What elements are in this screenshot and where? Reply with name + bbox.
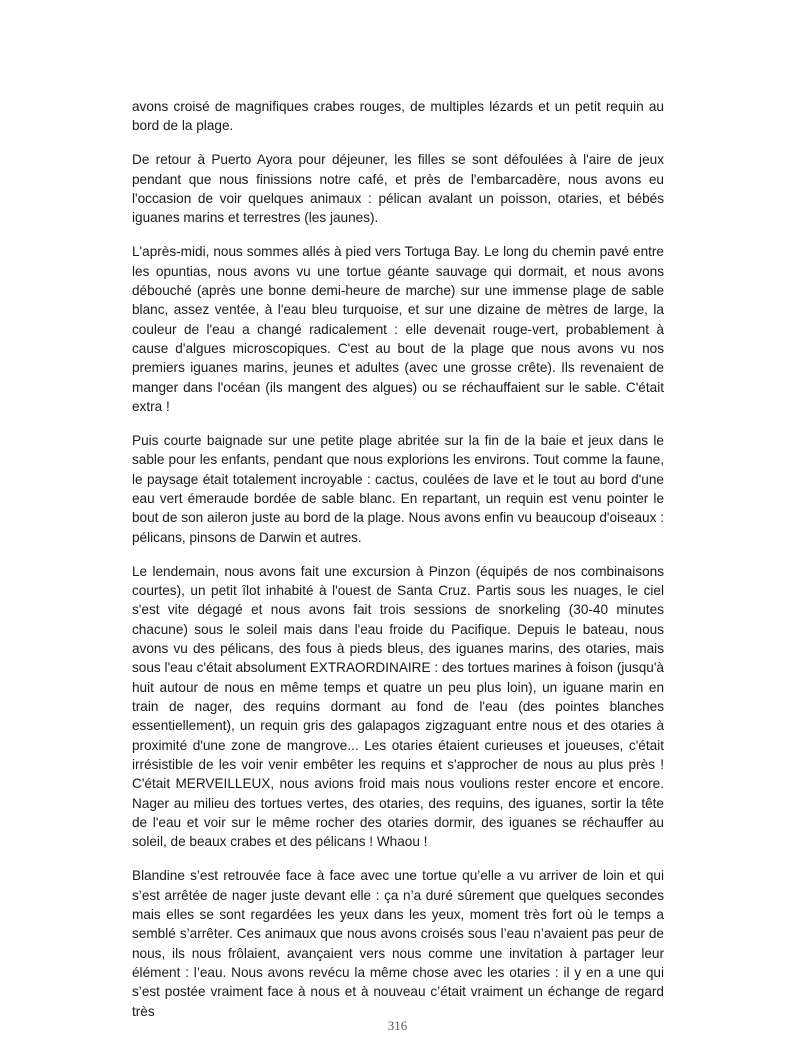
paragraph-6: Blandine s’est retrouvée face à face avec une tortue qu’elle a vu arriver de loin et qui s’est arrêtée de nager juste devant elle : ça n’a duré sûrement que quelques secondes mais elles se sont regardées les yeux dans les yeux, moment très fort où le temps a semblé s’arrêter. Ces animaux que nous avons croisés sous l’eau n’avaient pas peur de nous, ils nous frôlaient, avançaient vers nous comme une invitation à partager leur élément : l’eau. Nous avons revécu la même chose avec les otaries : il y en a une qui s’est postée vraiment face à nous et à nouveau c’était vraiment un échange de regard très	[132, 868, 664, 1019]
page-number: 316	[387, 1018, 408, 1033]
paragraph-3: L'après-midi, nous sommes allés à pied vers Tortuga Bay. Le long du chemin pavé entre les opuntias, nous avons vu une tortue géante sauvage qui dormait, et nous avons débouché (après une bonne demi-heure de marche) sur une immense plage de sable blanc, assez ventée, à l'eau bleu turquoise, et sur une dizaine de mètres de large, la couleur de l'eau a changé radicalement : elle devenait rouge-vert, probablement à cause d'algues microscopiques. C'est au bout de la plage que nous avons vu nos premiers iguanes marins, jeunes et adultes (avec une grosse crête). Ils revenaient de manger dans l'océan (ils mangent des algues) ou se réchauffaient sur le sable. C'était extra !	[132, 244, 664, 414]
paragraph-5: Le lendemain, nous avons fait une excursion à Pinzon (équipés de nos combinaisons courtes), un petit îlot inhabité à l'ouest de Santa Cruz. Partis sous les nuages, le ciel s'est vite dégagé et nous avons fait trois sessions de snorkeling (30-40 minutes chacune) sous le soleil mais dans l'eau froide du Pacifique. Depuis le bateau, nous avons vu des pélicans, des fous à pieds bleus, des iguanes marins, des otaries, mais sous l'eau c'était absolument EXTRAORDINAIRE : des tortues marines à foison (jusqu'à huit autour de nous en même temps et quatre un peu plus loin), un iguane marin en train de nager, des requins dormant au fond de l'eau (des pointes blanches essentiellement), un requin gris des galapagos zigzaguant entre nous et des otaries à proximité d'une zone de mangrove... Les otaries étaient curieuses et joueuses, c'était irrésistible de les voir venir embêter les requins et s'approcher de nous au plus près ! C'était MERVEILLEUX, nous avions froid mais nous voulions rester encore et encore. Nager au milieu des tortues vertes, des otaries, des requins, des iguanes, sortir la tête de l'eau et voir sur le même rocher des otaries dormir, des iguanes se réchauffer au soleil, de beaux crabes et des pélicans ! Whaou !	[132, 563, 664, 850]
page-body	[132, 97, 664, 1036]
paragraph-4: Puis courte baignade sur une petite plage abritée sur la fin de la baie et jeux dans le sable pour les enfants, pendant que nous explorions les environs. Tout comme la faune, le paysage était totalement incroyable : cactus, coulées de lave et le tout au bord d'une eau vert émeraude bordée de sable blanc. En repartant, un requin est venu pointer le bout de son aileron juste au bord de la plage. Nous avons enfin vu beaucoup d'oiseaux : pélicans, pinsons de Darwin et autres.	[132, 432, 664, 545]
paragraph-1: avons croisé de magnifiques crabes rouges, de multiples lézards et un petit requin au bord de la plage.	[132, 99, 664, 134]
paragraph-2: De retour à Puerto Ayora pour déjeuner, les filles se sont défoulées à l'aire de jeux pendant que nous finissions notre café, et près de l'embarcadère, nous avons eu l'occasion de voir quelques animaux : pélican avalant un poisson, otaries, et bébés iguanes marins et terrestres (les jaunes).	[132, 152, 664, 226]
